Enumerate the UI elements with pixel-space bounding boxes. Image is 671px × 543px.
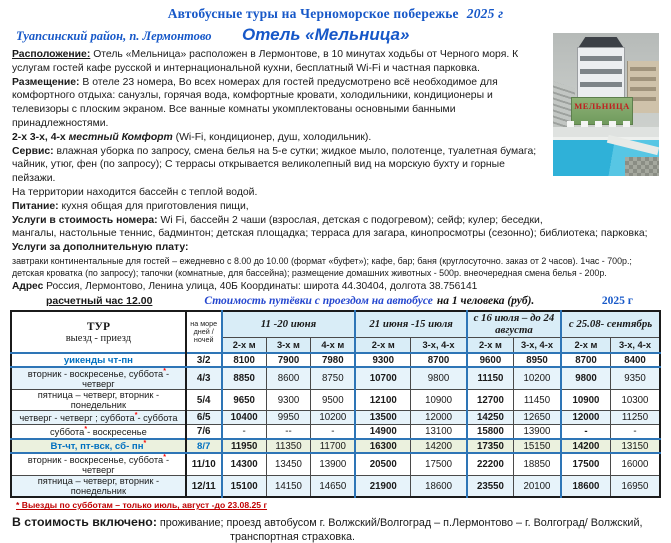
table-row xyxy=(11,439,660,453)
extra-line1-text: завтраки континентальные для гостей – ежедневно с 8.00 до 10.00 (формат «буфет»); кафе, бар; баня (круглосуточно. заказ от 2 часов). 1час - 700р.; xyxy=(12,255,632,266)
price-cell: 14200 xyxy=(561,439,610,453)
price-cell: 20500 xyxy=(355,453,410,476)
price-cell: - xyxy=(222,425,267,439)
period-header-4: с 25.08- сентябрь xyxy=(561,311,660,337)
price-cell: 11950 xyxy=(222,439,267,453)
table-row xyxy=(11,453,660,476)
price-cell: 9300 xyxy=(266,390,311,411)
table-row xyxy=(11,425,660,439)
price-cell: 12700 xyxy=(467,390,514,411)
photo-windows xyxy=(580,53,622,93)
tour-cell: пятница – четверг, вторник - понедельник xyxy=(11,476,186,498)
price-cell: 15100 xyxy=(222,476,267,498)
price-cell: 22200 xyxy=(467,453,514,476)
included-services-line1: Wi Fi, бассейн 2 чаши (взрослая, детская с подогревом); сейф; кулер; беседки, xyxy=(160,214,543,226)
price-cell: 10400 xyxy=(222,411,267,425)
subcol-header: 2-х м xyxy=(222,337,267,353)
price-cell: 18600 xyxy=(561,476,610,498)
price-caption-blue: Стоимость путёвки с проездом на автобусе xyxy=(204,295,433,308)
price-cell: 9800 xyxy=(411,367,467,390)
price-cell: 9500 xyxy=(311,390,356,411)
price-cell: 14900 xyxy=(355,425,410,439)
price-cell: 14200 xyxy=(411,439,467,453)
price-cell: 9350 xyxy=(610,367,660,390)
accommodation-label: Размещение: xyxy=(12,76,80,88)
saturday-footnote: * Выезды по субботам – только июль, август -до 23.08.25 г xyxy=(16,500,268,511)
tour-cell: четверг - четверг ; суббота*- суббота xyxy=(11,411,186,425)
extra-line2-text: детская кроватка (по запросу); тапочки (комнатные, для бассейна); размещение домашних животных - 500р. внеочередная смена белья - 200р. xyxy=(12,268,607,279)
price-cell: 11700 xyxy=(311,439,356,453)
photo-side-windows xyxy=(630,67,656,107)
price-cell: 15800 xyxy=(467,425,514,439)
price-cell: 10200 xyxy=(513,367,561,390)
tour-cell: суббота*- воскресенье xyxy=(11,425,186,439)
price-cell: 14250 xyxy=(467,411,514,425)
price-cell: 13900 xyxy=(513,425,561,439)
price-table xyxy=(10,310,661,498)
price-cell: 10300 xyxy=(610,390,660,411)
tour-header: ТУР xyxy=(86,320,110,333)
tour-cell: вторник - воскресенье, суббота*- четверг xyxy=(11,453,186,476)
address-paragraph xyxy=(12,280,661,294)
included-summary-text: проживание; проезд автобусом г. Волжский/Волгоград – п.Лермонтово – г. Волгоград/ Волжский, xyxy=(159,517,643,530)
price-caption-year: 2025 г xyxy=(601,295,633,308)
table-row xyxy=(11,367,660,390)
territory-text: На территории находится бассейн с теплой водой. xyxy=(12,186,258,198)
period-header-3: с 16 июля – до 24 августа xyxy=(467,311,561,337)
address-label: Адрес xyxy=(12,280,44,292)
included-services-paragraph2 xyxy=(12,227,661,241)
price-cell: 16950 xyxy=(610,476,660,498)
price-cell: 12000 xyxy=(561,411,610,425)
price-cell: 10700 xyxy=(355,367,410,390)
rooms-label: 2-х 3-х, 4-х xyxy=(12,131,66,143)
rooms-text: (Wi-Fi, кондиционер, душ, холодильник). xyxy=(175,131,372,143)
subcol-header: 3-х, 4-х xyxy=(411,337,467,353)
price-cell: 18850 xyxy=(513,453,561,476)
service-label: Сервис: xyxy=(12,145,54,157)
extra-services-label: Услуги за дополнительную плату: xyxy=(12,242,189,254)
subcol-header: 3-х, 4-х xyxy=(610,337,660,353)
location-label: Расположение: xyxy=(12,49,91,60)
included-summary xyxy=(10,515,661,529)
price-cell: 10900 xyxy=(561,390,610,411)
subcol-header: 4-х м xyxy=(311,337,356,353)
days-cell: 6/5 xyxy=(186,411,222,425)
price-cell: 17500 xyxy=(561,453,610,476)
territory-paragraph xyxy=(12,186,661,200)
included-services-line2: мангалы, настольные теннис, бадминтон; детская площадка; терраса для загара, кинопросмотры (сезонно); библиотека; парковка; xyxy=(12,228,648,240)
hotel-photo xyxy=(553,33,659,176)
days-cell: 12/11 xyxy=(186,476,222,498)
photo-pavers xyxy=(625,157,659,176)
region-subtitle: Туапсинский район, п. Лермонтово xyxy=(16,29,212,43)
days-cell: 3/2 xyxy=(186,353,222,367)
included-summary-line2: транспортная страховка. xyxy=(230,531,356,543)
price-cell: 8400 xyxy=(610,353,660,367)
table-row xyxy=(11,390,660,411)
price-cell: 13100 xyxy=(411,425,467,439)
food-paragraph xyxy=(12,200,661,214)
checkin-time: расчетный час 12.00 xyxy=(46,295,153,308)
price-cell: 9800 xyxy=(561,367,610,390)
price-cell: 8750 xyxy=(311,367,356,390)
days-cell: 11/10 xyxy=(186,453,222,476)
price-cell: 13900 xyxy=(311,453,356,476)
days-cell: 8/7 xyxy=(186,439,222,453)
tour-cell: пятница – четверг, вторник - понедельник xyxy=(11,390,186,411)
price-cell: 20100 xyxy=(513,476,561,498)
price-cell: 13150 xyxy=(610,439,660,453)
included-summary-label: В стоимость включено: xyxy=(12,515,157,530)
price-cell: 12650 xyxy=(513,411,561,425)
price-cell: 8100 xyxy=(222,353,267,367)
tour-subheader: выезд - приезд xyxy=(65,332,132,344)
price-cell: 11150 xyxy=(467,367,514,390)
price-cell: - xyxy=(311,425,356,439)
hotel-name: Отель «Мельница» xyxy=(241,25,410,44)
price-cell: 9650 xyxy=(222,390,267,411)
extra-services-line2 xyxy=(12,267,661,279)
tour-header-cell xyxy=(11,311,186,353)
price-cell: 12000 xyxy=(411,411,467,425)
days-cell: 7/6 xyxy=(186,425,222,439)
price-cell: 23550 xyxy=(467,476,514,498)
food-text: кухня общая для приготовления пищи, xyxy=(61,200,249,212)
price-cell: 9300 xyxy=(355,353,410,367)
price-caption-black: на 1 человека (руб). xyxy=(436,295,535,308)
subcol-header: 3-х, 4-х xyxy=(513,337,561,353)
subcol-header: 2-х м xyxy=(467,337,514,353)
price-cell: 11250 xyxy=(610,411,660,425)
price-cell: 8700 xyxy=(411,353,467,367)
price-cell: 10900 xyxy=(411,390,467,411)
page-title xyxy=(10,6,661,22)
table-row xyxy=(11,476,660,498)
rooms-type: местный Комфорт xyxy=(68,131,173,143)
price-cell: 18600 xyxy=(411,476,467,498)
included-services-paragraph xyxy=(12,214,661,228)
period-header-1: 11 -20 июня xyxy=(222,311,356,337)
price-cell: 12100 xyxy=(355,390,410,411)
hotel-sign-text: МЕЛЬНИЦА xyxy=(574,101,630,111)
included-services-label: Услуги в стоимость номера: xyxy=(12,214,158,226)
price-cell: 9600 xyxy=(467,353,514,367)
subcol-header: 3-х м xyxy=(266,337,311,353)
price-cell: 11350 xyxy=(266,439,311,453)
price-cell: 14650 xyxy=(311,476,356,498)
accommodation-text: В отеле 23 номера, Во всех номерах для гостей предусмотрено всё необходимое для комфортного отдыха: санузлы, горячая вода, комфортные кровати, холодильники, кондиционеры и телевизоры с плоским экраном. Все ванные комнаты укомплектованы основными банными принадлежностями. xyxy=(12,76,498,129)
price-cell: 9950 xyxy=(266,411,311,425)
price-cell: 8850 xyxy=(222,367,267,390)
description-section xyxy=(10,48,661,293)
price-cell: 15150 xyxy=(513,439,561,453)
price-cell: 16300 xyxy=(355,439,410,453)
food-label: Питание: xyxy=(12,200,59,212)
price-cell: 8600 xyxy=(266,367,311,390)
tour-cell: вторник - воскресенье, суббота*- четверг xyxy=(11,367,186,390)
days-cell: 4/3 xyxy=(186,367,222,390)
service-text: влажная уборка по запросу, смена белья на 5-е сутки; жидкое мыло, полотенце, туалетная бумага; чайник, утюг, фен (по запросу); С террасы открывается великолепный вид на морскую бухту и горные пейзажи. xyxy=(12,145,537,185)
days-cell: 5/4 xyxy=(186,390,222,411)
table-row xyxy=(11,411,660,425)
price-cell: 17500 xyxy=(411,453,467,476)
table-row xyxy=(11,353,660,367)
price-cell: - xyxy=(561,425,610,439)
price-cell: 8950 xyxy=(513,353,561,367)
price-cell: 13450 xyxy=(266,453,311,476)
price-cell: 16000 xyxy=(610,453,660,476)
price-cell: 14300 xyxy=(222,453,267,476)
price-cell: 7980 xyxy=(311,353,356,367)
price-cell: 21900 xyxy=(355,476,410,498)
price-cell: 8700 xyxy=(561,353,610,367)
extra-services-line1 xyxy=(12,255,661,267)
address-text: Россия, Лермонтово, Ленина улица, 40Б Координаты: широта 44.30404, долгота 38.756141 xyxy=(46,280,478,292)
price-cell: -- xyxy=(266,425,311,439)
days-header-cell: на море дней /ночей xyxy=(186,311,222,353)
price-cell: 13500 xyxy=(355,411,410,425)
price-cell: 7900 xyxy=(266,353,311,367)
tour-cell: уикенды чт-пн xyxy=(11,353,186,367)
price-cell: 11450 xyxy=(513,390,561,411)
price-cell: - xyxy=(610,425,660,439)
price-cell: 14150 xyxy=(266,476,311,498)
subcol-header: 2-х м xyxy=(561,337,610,353)
title-text: Автобусные туры на Черноморское побережье xyxy=(167,6,459,21)
extra-services-heading xyxy=(12,241,661,255)
period-header-2: 21 июня -15 июля xyxy=(355,311,467,337)
price-caption-line xyxy=(10,295,661,307)
price-cell: 17350 xyxy=(467,439,514,453)
price-cell: 10200 xyxy=(311,411,356,425)
tour-cell: Вт-чт, пт-вск, сб- пн* xyxy=(11,439,186,453)
title-year: 2025 г xyxy=(466,6,504,21)
location-text: Отель «Мельница» расположен в Лермонтове, в 10 минутах ходьбы от Черного моря. К услугам гостей кафе русской и интернациональной кухни, бесплатный Wi-Fi и частная парковка. xyxy=(12,49,519,74)
table-group-header-row xyxy=(11,311,660,337)
subcol-header: 2-х м xyxy=(355,337,410,353)
